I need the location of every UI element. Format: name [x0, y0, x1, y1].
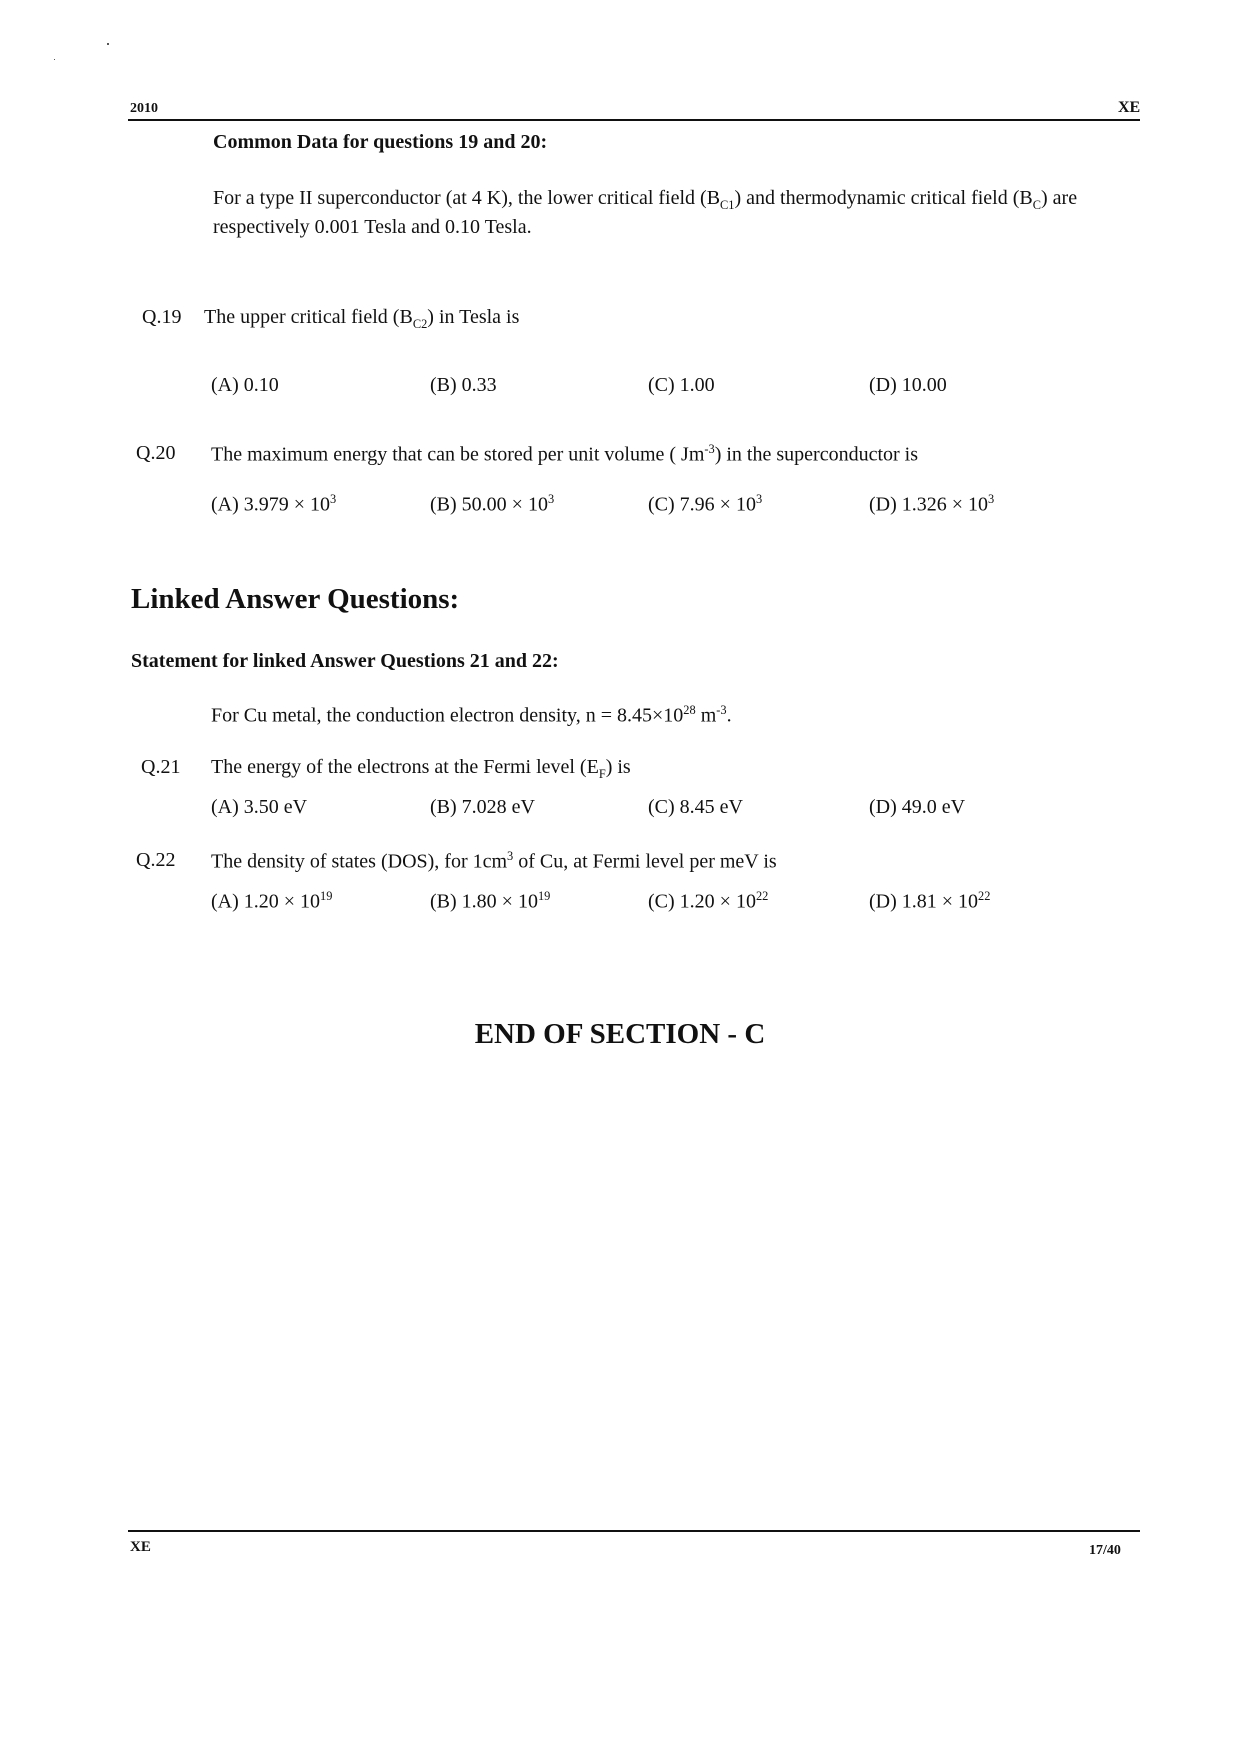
- header-paper-code: XE: [1118, 99, 1141, 116]
- q22-option-c: (C) $1.20 \times 10^{22}$: [648, 889, 769, 913]
- q19-option-b: (B) 0.33: [430, 374, 497, 396]
- q22-option-b: (B) $1.80 \times 10^{19}$: [430, 889, 551, 913]
- linked-statement-title: Statement for linked Answer Questions 21 and 22:: [131, 650, 559, 672]
- q21-option-c: (C) 8.45 eV: [648, 796, 743, 818]
- q19-option-a: (A) 0.10: [211, 374, 279, 396]
- q21-number: Q.21: [141, 756, 181, 778]
- q20-number: Q.20: [136, 442, 176, 464]
- q19-text: The upper critical field $(B_{C2})$ in Tesla is: [204, 306, 520, 331]
- q20-option-a: (A) $3.979 \times 10^3$: [211, 492, 337, 516]
- q21-option-a: (A) 3.50 eV: [211, 796, 308, 818]
- end-of-section: END OF SECTION - C: [474, 1018, 766, 1050]
- q22-option-a: (A) $1.20 \times 10^{19}$: [211, 889, 333, 913]
- q21-option-d: (D) 49.0 eV: [869, 796, 966, 818]
- q22-number: Q.22: [136, 849, 176, 871]
- q20-text: The maximum energy that can be stored per unit volume ( $Jm^{-3}$) in the superconductor is: [211, 442, 918, 466]
- linked-statement: For Cu metal, the conduction electron density, $n = 8.45\times 10^{28}$ $m^{-3}$.: [211, 703, 732, 727]
- q22-text: The density of states (DOS), for $1cm^3$ of Cu, at Fermi level per meV is: [211, 849, 777, 873]
- linked-heading: Linked Answer Questions:: [131, 583, 460, 615]
- footer-page-number: 17/40: [1089, 1543, 1121, 1558]
- scan-speck: [54, 59, 55, 60]
- q21-text: The energy of the electrons at the Fermi level $(E_F)$ is: [211, 756, 631, 781]
- common-data-text: For a type II superconductor (at 4 K), the lower critical field $(B_{C1})$ and thermodynamic critical field $(B_C)$ are respectively 0.001 Tesla and 0.10 Tesla.: [213, 187, 1078, 238]
- footer-paper-code: XE: [130, 1539, 151, 1555]
- q19-number: Q.19: [142, 306, 182, 328]
- q22-option-d: (D) $1.81 \times 10^{22}$: [869, 889, 991, 913]
- q20-option-d: (D) $1.326 \times 10^3$: [869, 492, 995, 516]
- q19-option-d: (D) 10.00: [869, 374, 947, 396]
- q20-option-b: (B) $50.00 \times 10^3$: [430, 492, 555, 516]
- q21-option-b: (B) 7.028 eV: [430, 796, 535, 818]
- q20-option-c: (C) $7.96 \times 10^3$: [648, 492, 763, 516]
- header-rule: [128, 119, 1140, 121]
- footer-rule: [128, 1530, 1140, 1532]
- q19-option-c: (C) 1.00: [648, 374, 715, 396]
- common-data-title: Common Data for questions 19 and 20:: [213, 131, 548, 153]
- scan-speck: [107, 43, 109, 45]
- header-year: 2010: [130, 101, 158, 116]
